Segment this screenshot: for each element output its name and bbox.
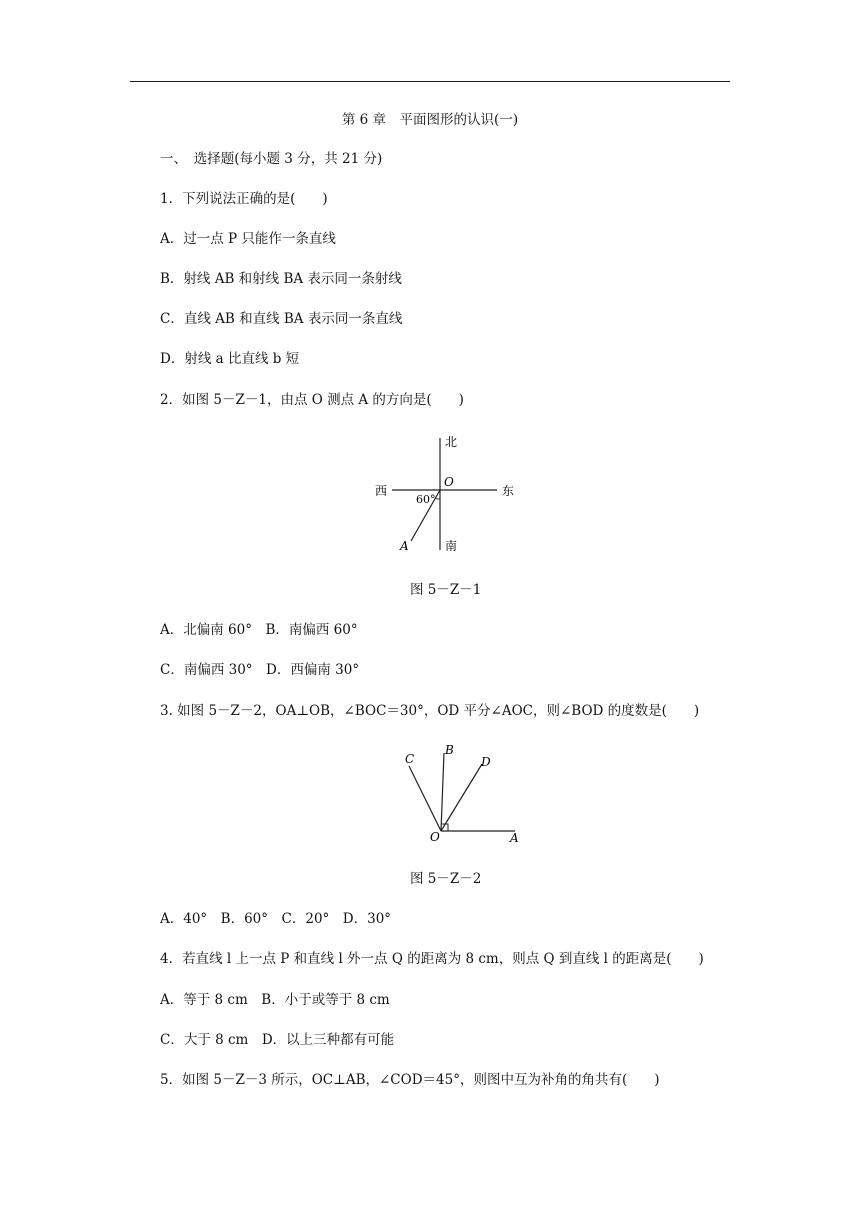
figure-5-z-2	[395, 738, 535, 846]
q3-figure-caption: 图 5－Z－2	[410, 871, 482, 887]
q2-figure-caption: 图 5－Z－1	[410, 582, 482, 598]
q1-stem: 1．下列说法正确的是( )	[160, 191, 328, 207]
label-south: 南	[445, 539, 458, 553]
q4-stem: 4．若直线 l 上一点 P 和直线 l 外一点 Q 的距离为 8 cm，则点 Q 到直线 l 的距离是( )	[160, 951, 704, 967]
q4-options-ab: A．等于 8 cm B．小于或等于 8 cm	[160, 992, 390, 1008]
header-rule	[130, 81, 730, 82]
q5-stem: 5．如图 5－Z－3 所示，OC⊥AB，∠COD＝45°，则图中互为补角的角共有( )	[160, 1072, 660, 1088]
label-d: D	[481, 755, 491, 769]
ray-oc	[409, 766, 441, 831]
label-c: C	[405, 752, 415, 766]
q2-options-ab: A．北偏南 60° B．南偏西 60°	[160, 622, 358, 638]
label-a: A	[510, 831, 519, 845]
label-o: O	[444, 475, 454, 489]
q1-option-c: C．直线 AB 和直线 BA 表示同一条直线	[160, 311, 403, 327]
figure-5-z-1	[365, 428, 525, 558]
ray-od	[441, 764, 482, 831]
ray-ob	[441, 753, 444, 831]
section-heading: 一、 选择题(每小题 3 分，共 21 分)	[160, 151, 383, 167]
q2-stem: 2．如图 5－Z－1，由点 O 测点 A 的方向是( )	[160, 392, 464, 408]
q1-option-b: B．射线 AB 和射线 BA 表示同一条射线	[160, 271, 402, 287]
label-o: O	[430, 830, 440, 844]
label-angle-60: 60°	[416, 493, 436, 506]
label-a: A	[400, 539, 409, 553]
label-north: 北	[445, 435, 458, 449]
q1-option-d: D．射线 a 比直线 b 短	[160, 351, 300, 367]
label-east: 东	[502, 484, 515, 498]
q1-option-a: A．过一点 P 只能作一条直线	[160, 231, 336, 247]
label-b: B	[445, 743, 454, 757]
q2-options-cd: C．南偏西 30° D．西偏南 30°	[160, 662, 360, 678]
angle-arc	[435, 498, 440, 499]
q4-options-cd: C．大于 8 cm D．以上三种都有可能	[160, 1032, 395, 1048]
page-title: 第 6 章 平面图形的认识(一)	[341, 112, 519, 128]
q3-options: A．40° B．60° C．20° D．30°	[160, 911, 392, 927]
q3-stem: 3. 如图 5－Z－2，OA⊥OB，∠BOC＝30°，OD 平分∠AOC，则∠BOD 的度数是( )	[160, 703, 700, 719]
label-west: 西	[375, 484, 388, 498]
